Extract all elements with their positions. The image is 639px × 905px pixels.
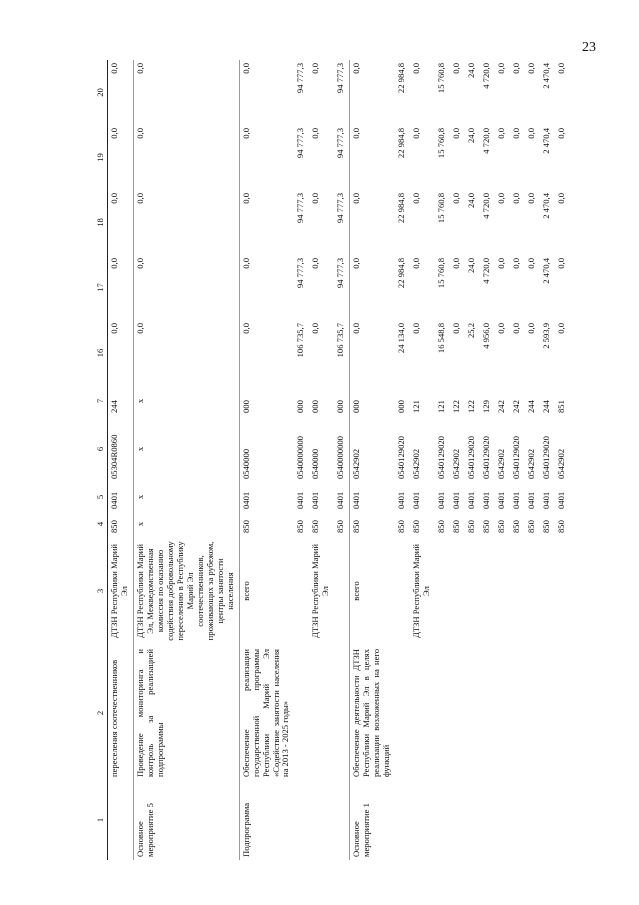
table-cell-c3 bbox=[395, 536, 410, 646]
column-header: 18 bbox=[95, 190, 107, 255]
column-header: 2 bbox=[95, 646, 107, 780]
table-cell-c16: 106 735,7 bbox=[295, 323, 306, 358]
table-cell-c18: 94 777,3 bbox=[335, 193, 346, 224]
table-cell-c1: Подпрограмма bbox=[240, 802, 251, 857]
table-cell-c7: 000 bbox=[295, 400, 306, 413]
table-cell-c20: 0,0 bbox=[240, 63, 251, 74]
table-cell-c5: x bbox=[134, 494, 145, 500]
table-cell-c4: 850 bbox=[466, 520, 477, 533]
table-cell-c18: 0,0 bbox=[134, 193, 145, 204]
table-cell-c19: 0,0 bbox=[240, 128, 251, 139]
table-cell-c3: ДТЗН Республики Марий Эл bbox=[310, 544, 331, 638]
table-cell-c20: 0,0 bbox=[351, 63, 362, 74]
table-cell-c2 bbox=[465, 646, 480, 780]
table-cell-c7: 000 bbox=[396, 400, 407, 413]
table-cell-c19: 94 777,3 bbox=[335, 128, 346, 159]
table-cell-c7: 000 bbox=[351, 400, 362, 413]
table-cell-c5: 0401 bbox=[466, 491, 477, 509]
table-cell-c5: 0401 bbox=[510, 491, 521, 509]
table-cell-c7: 122 bbox=[451, 400, 462, 413]
table-cell-c7: 242 bbox=[495, 400, 506, 413]
table-cell-c6: 0542902 bbox=[451, 448, 462, 479]
table-cell-c1 bbox=[395, 780, 410, 860]
table-cell-c20: 24,0 bbox=[466, 63, 477, 79]
table-cell-c18: 0,0 bbox=[510, 193, 521, 204]
table-cell-c4: 850 bbox=[295, 520, 306, 533]
table-cell-c20: 0,0 bbox=[495, 63, 506, 74]
page-number: 23 bbox=[582, 40, 596, 55]
table-cell-c19: 0,0 bbox=[310, 128, 321, 139]
table-cell-c16: 0,0 bbox=[134, 323, 145, 334]
table-cell-c2 bbox=[480, 646, 495, 780]
table-cell-c3 bbox=[450, 536, 465, 646]
column-header: 17 bbox=[95, 255, 107, 320]
table-row bbox=[435, 60, 450, 860]
table-cell-c16: 0,0 bbox=[555, 323, 566, 334]
table-cell-c6: 0540129020 bbox=[466, 436, 477, 479]
table-cell-c4: 850 bbox=[108, 520, 119, 533]
column-header: 3 bbox=[95, 536, 107, 646]
table-cell-c20: 0,0 bbox=[134, 63, 145, 74]
table-row bbox=[410, 60, 435, 860]
table-cell-c17: 0,0 bbox=[555, 258, 566, 269]
table-cell-c17: 0,0 bbox=[451, 258, 462, 269]
table-cell-c17: 0,0 bbox=[525, 258, 536, 269]
table-cell-c4: 850 bbox=[396, 520, 407, 533]
table-row bbox=[334, 60, 349, 860]
table-cell-c19: 0,0 bbox=[525, 128, 536, 139]
table-row bbox=[540, 60, 555, 860]
table-cell-c16: 0,0 bbox=[510, 323, 521, 334]
table-cell-c4: 850 bbox=[555, 520, 566, 533]
column-header: 6 bbox=[95, 416, 107, 482]
table-cell-c6: 0540129020 bbox=[481, 436, 491, 479]
table-cell-c16: 0,0 bbox=[240, 323, 251, 334]
table-cell-c6: 0540129020 bbox=[396, 436, 407, 479]
table-cell-c5: 0401 bbox=[396, 491, 407, 509]
table-cell-c5: 0401 bbox=[295, 491, 306, 509]
table-cell-c5: 0401 bbox=[411, 491, 422, 509]
table-cell-c4: 850 bbox=[351, 520, 362, 533]
table-cell-c19: 94 777,3 bbox=[295, 128, 306, 159]
table-cell-c3: ДТЗН Республики Марий Эл, Межведомственная комиссия по оказанию содействия добровольному переселению в Республику Марий Эл соотечественников, проживающих за рубежом, центры занятости населения bbox=[134, 541, 235, 641]
table-cell-c1 bbox=[495, 780, 510, 860]
table-cell-c6: 0542902 bbox=[495, 448, 506, 479]
table-cell-c1 bbox=[465, 780, 480, 860]
column-header: 16 bbox=[95, 320, 107, 386]
table-row bbox=[525, 60, 540, 860]
rotated-table-container bbox=[95, 60, 615, 860]
header-row bbox=[95, 60, 107, 860]
table-cell-c7: 244 bbox=[525, 400, 536, 413]
table-cell-c3: всего bbox=[240, 581, 251, 601]
table-cell-c16: 0,0 bbox=[411, 323, 422, 334]
table-cell-c7: 121 bbox=[436, 400, 447, 413]
table-cell-c3: ДТЗН Республики Марий Эл bbox=[411, 544, 432, 638]
table-cell-c5: 0401 bbox=[436, 491, 447, 509]
table-cell-c3 bbox=[294, 536, 309, 646]
table-cell-c7: x bbox=[134, 398, 145, 404]
table-cell-c7: 851 bbox=[555, 400, 566, 413]
table-row bbox=[309, 60, 334, 860]
column-header: 5 bbox=[95, 482, 107, 512]
table-cell-c7: 244 bbox=[540, 400, 551, 413]
table-cell-c2 bbox=[555, 646, 570, 780]
table-cell-c2 bbox=[435, 646, 450, 780]
table-cell-c3: ДТЗН Республики Марий Эл bbox=[108, 544, 129, 638]
table-cell-c16: 106 735,7 bbox=[335, 323, 346, 358]
table-cell-c19: 15 760,8 bbox=[436, 128, 447, 159]
table-cell-c16: 0,0 bbox=[108, 323, 119, 334]
table-cell-c16: 16 548,8 bbox=[436, 323, 447, 354]
table-cell-c19: 0,0 bbox=[108, 128, 119, 139]
table-cell-c3 bbox=[555, 536, 570, 646]
table-cell-c6: 0542902 bbox=[411, 448, 422, 479]
table-cell-c1 bbox=[555, 780, 570, 860]
table-cell-c1 bbox=[334, 780, 349, 860]
table-row bbox=[495, 60, 510, 860]
table-cell-c16: 4 956,0 bbox=[481, 323, 491, 349]
table-cell-c2 bbox=[395, 646, 410, 780]
table-cell-c4: 850 bbox=[451, 520, 462, 533]
table-cell-c1 bbox=[510, 780, 525, 860]
table-cell-c2 bbox=[294, 646, 309, 780]
table-cell-c5: 0401 bbox=[481, 491, 491, 509]
table-cell-c4: 850 bbox=[495, 520, 506, 533]
table-cell-c2 bbox=[495, 646, 510, 780]
table-cell-c19: 0,0 bbox=[451, 128, 462, 139]
table-cell-c3 bbox=[435, 536, 450, 646]
table-cell-c20: 0,0 bbox=[510, 63, 521, 74]
table-cell-c19: 0,0 bbox=[510, 128, 521, 139]
table-cell-c20: 94 777,3 bbox=[295, 63, 306, 94]
table-cell-c5: 0401 bbox=[351, 491, 362, 509]
table-cell-c17: 22 984,8 bbox=[396, 258, 407, 289]
table-cell-c18: 0,0 bbox=[351, 193, 362, 204]
table-cell-c17: 0,0 bbox=[108, 258, 119, 269]
table-cell-c17: 0,0 bbox=[411, 258, 422, 269]
table-cell-c6: 0542902 bbox=[351, 448, 362, 479]
table-cell-c6: 0540000 bbox=[310, 448, 321, 479]
table-cell-c20: 4 720,0 bbox=[481, 63, 491, 89]
column-header: 1 bbox=[95, 780, 107, 860]
table-cell-c17: 0,0 bbox=[351, 258, 362, 269]
table-cell-c20: 0,0 bbox=[525, 63, 536, 74]
table-cell-c7: 121 bbox=[411, 400, 422, 413]
table-cell-c1 bbox=[540, 780, 555, 860]
table-cell-c20: 15 760,8 bbox=[436, 63, 447, 94]
table-cell-c3 bbox=[510, 536, 525, 646]
table-cell-c6: 0542902 bbox=[525, 448, 536, 479]
table-cell-c7: 122 bbox=[466, 400, 477, 413]
table-cell-c18: 0,0 bbox=[310, 193, 321, 204]
table-cell-c19: 24,0 bbox=[466, 128, 477, 144]
table-cell-c18: 0,0 bbox=[108, 193, 119, 204]
table-cell-c16: 0,0 bbox=[351, 323, 362, 334]
table-row bbox=[395, 60, 410, 860]
table-cell-c7: 000 bbox=[310, 400, 321, 413]
table-cell-c7: 242 bbox=[510, 400, 521, 413]
table-cell-c1: Основное мероприятие 1 bbox=[351, 803, 372, 857]
table-cell-c19: 0,0 bbox=[411, 128, 422, 139]
table-cell-c16: 25,2 bbox=[466, 323, 477, 339]
table-cell-c5: 0401 bbox=[108, 491, 119, 509]
table-cell-c3 bbox=[525, 536, 540, 646]
budget-table bbox=[95, 60, 570, 860]
table-cell-c5: 0401 bbox=[495, 491, 506, 509]
table-cell-c17: 0,0 bbox=[134, 258, 145, 269]
table-cell-c2 bbox=[334, 646, 349, 780]
table-cell-c17: 0,0 bbox=[495, 258, 506, 269]
table-cell-c2 bbox=[510, 646, 525, 780]
table-cell-c18: 0,0 bbox=[411, 193, 422, 204]
table-cell-c3 bbox=[465, 536, 480, 646]
table-cell-c17: 0,0 bbox=[510, 258, 521, 269]
table-cell-c16: 24 134,0 bbox=[396, 323, 407, 354]
table-cell-c1 bbox=[107, 780, 133, 860]
table-cell-c20: 0,0 bbox=[108, 63, 119, 74]
table-cell-c20: 0,0 bbox=[411, 63, 422, 74]
table-row bbox=[465, 60, 480, 860]
table-cell-c4: 850 bbox=[510, 520, 521, 533]
table-cell-c19: 0,0 bbox=[555, 128, 566, 139]
table-cell-c5: 0401 bbox=[335, 491, 346, 509]
table-row bbox=[510, 60, 525, 860]
table-cell-c5: 0401 bbox=[240, 491, 251, 509]
table-cell-c18: 15 760,8 bbox=[436, 193, 447, 224]
table-row bbox=[555, 60, 570, 860]
table-cell-c2: Обеспечение реализации государственной программы Республики Марий Эл «Содействие занятости населения на 2013 - 2025 годы» bbox=[240, 649, 291, 777]
table-cell-c3: всего bbox=[351, 581, 362, 601]
table-cell-c1: Основное мероприятие 5 bbox=[134, 803, 155, 857]
table-cell-c2: переселения соотечественников bbox=[108, 659, 119, 777]
table-cell-c4: 850 bbox=[481, 520, 491, 533]
table-cell-c5: 0401 bbox=[451, 491, 462, 509]
table-row bbox=[107, 60, 133, 860]
table-cell-c18: 0,0 bbox=[495, 193, 506, 204]
table-cell-c1 bbox=[309, 780, 334, 860]
table-cell-c18: 0,0 bbox=[451, 193, 462, 204]
table-cell-c2: Обеспечение деятельности ДТЗН Республики Марий Эл в целях реализации возложенных на него функций bbox=[351, 649, 392, 777]
table-cell-c5: 0401 bbox=[525, 491, 536, 509]
table-cell-c1 bbox=[525, 780, 540, 860]
table-cell-c6: 05304R0860 bbox=[108, 434, 119, 479]
table-cell-c2 bbox=[410, 646, 435, 780]
table-cell-c20: 22 984,8 bbox=[396, 63, 407, 94]
table-cell-c4: 850 bbox=[335, 520, 346, 533]
table-cell-c19: 22 984,8 bbox=[396, 128, 407, 159]
table-cell-c17: 2 470,4 bbox=[540, 258, 551, 284]
table-cell-c17: 94 777,3 bbox=[295, 258, 306, 289]
table-cell-c17: 0,0 bbox=[240, 258, 251, 269]
table-cell-c2 bbox=[540, 646, 555, 780]
table-cell-c18: 24,0 bbox=[466, 193, 477, 209]
table-cell-c3 bbox=[480, 536, 495, 646]
column-header: 20 bbox=[95, 60, 107, 125]
table-cell-c6: 0540000 bbox=[240, 448, 251, 479]
table-cell-c3 bbox=[334, 536, 349, 646]
table-cell-c5: 0401 bbox=[555, 491, 566, 509]
table-cell-c18: 0,0 bbox=[525, 193, 536, 204]
table-cell-c16: 0,0 bbox=[310, 323, 321, 334]
table-cell-c18: 2 470,4 bbox=[540, 193, 551, 219]
column-header: 19 bbox=[95, 125, 107, 190]
table-cell-c18: 94 777,3 bbox=[295, 193, 306, 224]
table-cell-c4: x bbox=[134, 521, 145, 527]
table-cell-c4: 850 bbox=[540, 520, 551, 533]
table-cell-c1 bbox=[450, 780, 465, 860]
table-cell-c19: 0,0 bbox=[351, 128, 362, 139]
table-row bbox=[450, 60, 465, 860]
table-cell-c18: 0,0 bbox=[240, 193, 251, 204]
table-row bbox=[133, 60, 239, 860]
table-cell-c2 bbox=[309, 646, 334, 780]
table-cell-c16: 0,0 bbox=[495, 323, 506, 334]
table-cell-c4: 850 bbox=[310, 520, 321, 533]
table-cell-c16: 0,0 bbox=[451, 323, 462, 334]
table-cell-c17: 4 720,0 bbox=[481, 258, 491, 284]
table-cell-c18: 4 720,0 bbox=[481, 193, 491, 219]
table-cell-c6: 0540129020 bbox=[540, 436, 551, 479]
table-cell-c6: 0540000000 bbox=[335, 436, 346, 479]
table-cell-c20: 94 777,3 bbox=[335, 63, 346, 94]
table-row bbox=[239, 60, 294, 860]
table-cell-c4: 850 bbox=[525, 520, 536, 533]
table-cell-c1 bbox=[410, 780, 435, 860]
table-cell-c20: 0,0 bbox=[451, 63, 462, 74]
table-cell-c17: 94 777,3 bbox=[335, 258, 346, 289]
table-cell-c19: 0,0 bbox=[495, 128, 506, 139]
table-cell-c20: 2 470,4 bbox=[540, 63, 551, 89]
table-cell-c19: 0,0 bbox=[134, 128, 145, 139]
table-cell-c7: 244 bbox=[108, 400, 119, 413]
table-cell-c7: 129 bbox=[481, 400, 491, 413]
table-cell-c6: 0540129020 bbox=[436, 436, 447, 479]
table-cell-c7: 000 bbox=[240, 400, 251, 413]
table-cell-c5: 0401 bbox=[310, 491, 321, 509]
table-cell-c6: 0542902 bbox=[555, 448, 566, 479]
table-cell-c20: 0,0 bbox=[555, 63, 566, 74]
table-cell-c4: 850 bbox=[436, 520, 447, 533]
table-cell-c17: 0,0 bbox=[310, 258, 321, 269]
table-cell-c18: 22 984,8 bbox=[396, 193, 407, 224]
table-cell-c17: 15 760,8 bbox=[436, 258, 447, 289]
table-cell-c3 bbox=[540, 536, 555, 646]
table-cell-c16: 2 593,9 bbox=[540, 323, 551, 349]
table-cell-c18: 0,0 bbox=[555, 193, 566, 204]
table-cell-c1 bbox=[480, 780, 495, 860]
table-cell-c2: Проведение мониторинга и контроль за реализацией подпрограммы bbox=[134, 649, 165, 777]
table-row bbox=[350, 60, 395, 860]
table-cell-c17: 24,0 bbox=[466, 258, 477, 274]
table-cell-c2 bbox=[450, 646, 465, 780]
table-row bbox=[294, 60, 309, 860]
table-cell-c1 bbox=[435, 780, 450, 860]
table-cell-c6: 0540000000 bbox=[295, 436, 306, 479]
table-cell-c2 bbox=[525, 646, 540, 780]
table-cell-c1 bbox=[294, 780, 309, 860]
table-cell-c3 bbox=[495, 536, 510, 646]
table-cell-c4: 850 bbox=[411, 520, 422, 533]
table-cell-c19: 2 470,4 bbox=[540, 128, 551, 154]
table-cell-c16: 0,0 bbox=[525, 323, 536, 334]
table-cell-c19: 4 720,0 bbox=[481, 128, 491, 154]
table-cell-c7: 000 bbox=[335, 400, 346, 413]
table-cell-c6: x bbox=[134, 446, 145, 452]
table-cell-c4: 850 bbox=[240, 520, 251, 533]
table-row bbox=[480, 60, 495, 860]
column-header: 7 bbox=[95, 386, 107, 416]
table-cell-c5: 0401 bbox=[540, 491, 551, 509]
column-header: 4 bbox=[95, 512, 107, 536]
table-cell-c20: 0,0 bbox=[310, 63, 321, 74]
table-cell-c6: 0540129020 bbox=[510, 436, 521, 479]
